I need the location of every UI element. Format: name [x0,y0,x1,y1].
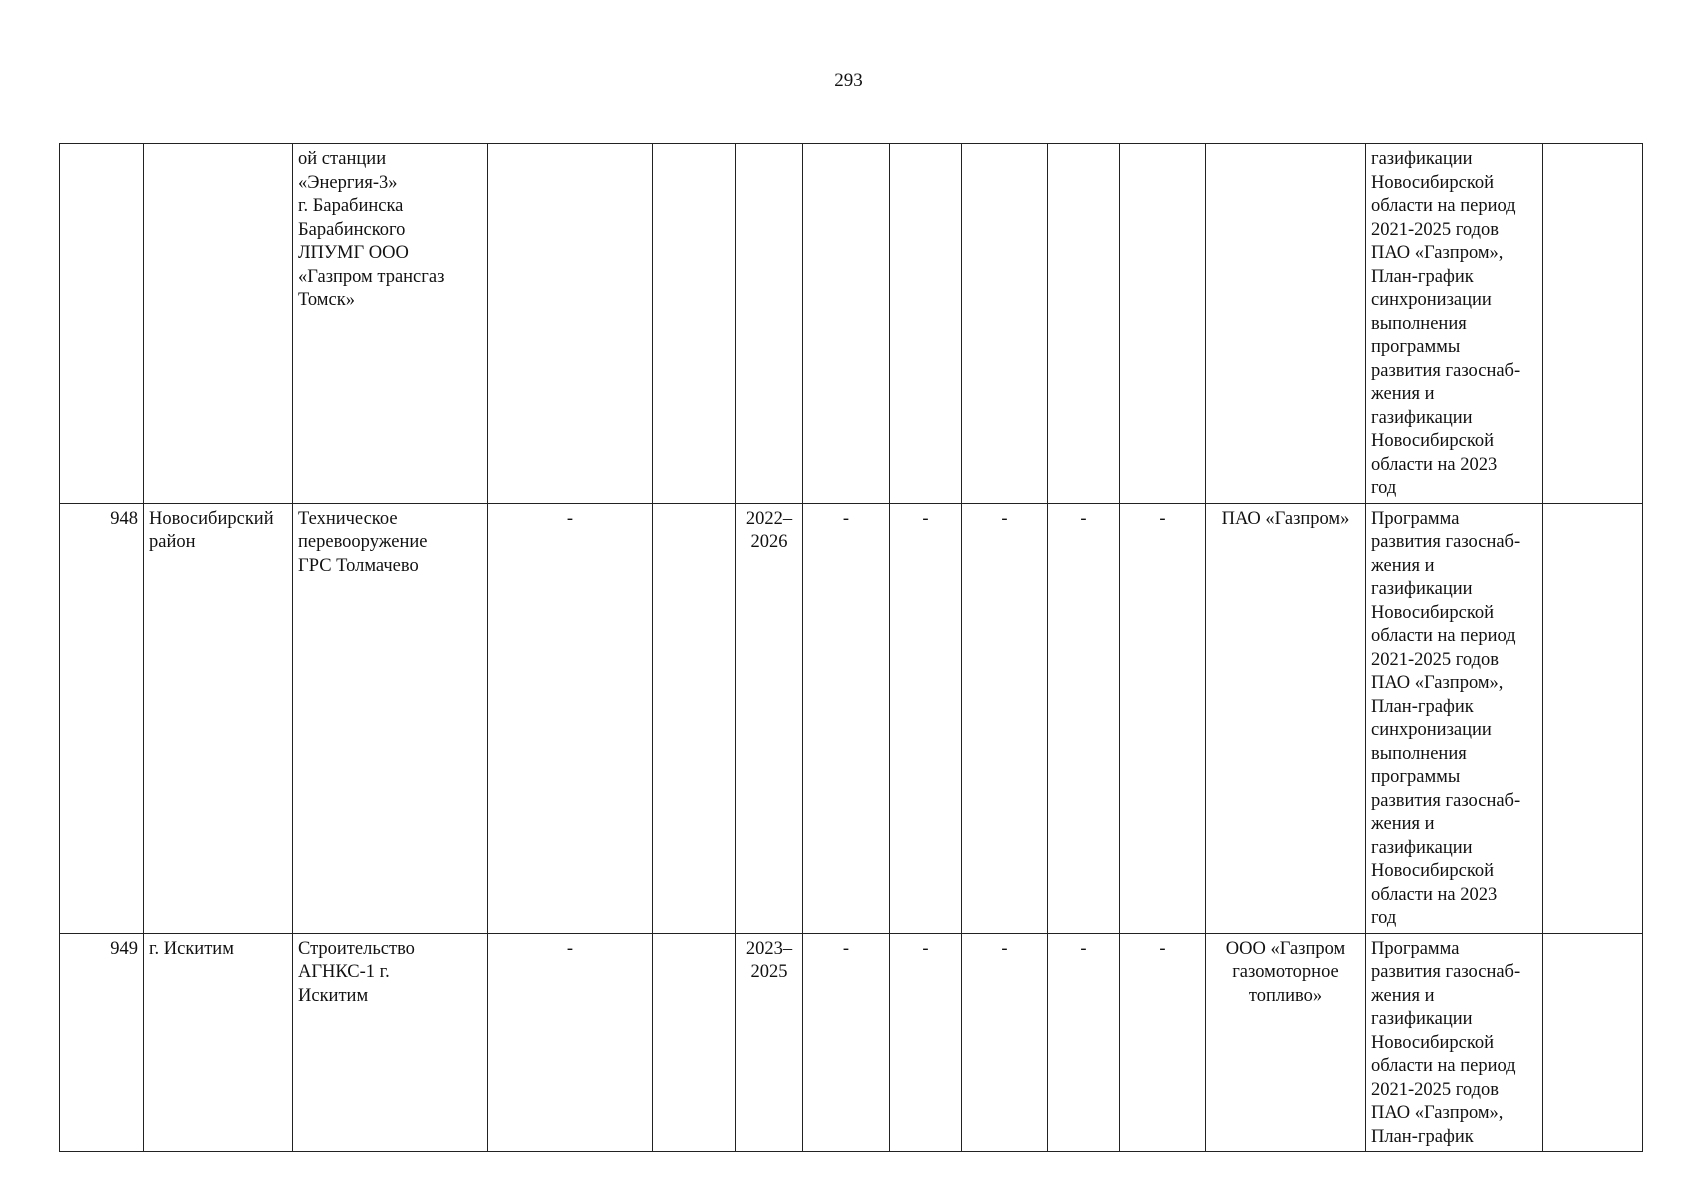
col14-cell [1543,144,1643,504]
period-cell: 2022– 2026 [736,503,803,933]
col4-cell: - [488,933,653,1152]
district-cell [144,144,293,504]
owner-cell: ООО «Газпром газомоторное топливо» [1206,933,1366,1152]
col11-cell: - [1120,503,1206,933]
col11-cell: - [1120,933,1206,1152]
basis-cell: Программа развития газоснаб- жения и газификации Новосибирской области на период 2021-2025 годов ПАО «Газпром», План-график [1366,933,1543,1152]
gasification-table [59,143,1643,1152]
basis-cell: Программа развития газоснаб- жения и газификации Новосибирской области на период 2021-2025 годов ПАО «Газпром», План-график синхронизации выполнения программы развития газоснаб- жения и газификации Новосибирской области на 2023 год [1366,503,1543,933]
col4-cell [488,144,653,504]
col9-cell [962,144,1048,504]
col14-cell [1543,503,1643,933]
page-number: 293 [834,70,863,91]
col9-cell: - [962,933,1048,1152]
district-cell: Новосибирский район [144,503,293,933]
table-row [60,503,1643,933]
col4-cell: - [488,503,653,933]
col5-cell [653,503,736,933]
col11-cell [1120,144,1206,504]
owner-cell: ПАО «Газпром» [1206,503,1366,933]
col5-cell [653,933,736,1152]
col14-cell [1543,933,1643,1152]
table-row [60,144,1643,504]
col10-cell: - [1048,503,1120,933]
col8-cell: - [890,933,962,1152]
col7-cell [803,144,890,504]
col8-cell: - [890,503,962,933]
object-cell: Техническое перевооружение ГРС Толмачево [293,503,488,933]
row-number-cell [60,144,144,504]
col10-cell: - [1048,933,1120,1152]
object-cell: Строительство АГНКС-1 г. Искитим [293,933,488,1152]
period-cell: 2023– 2025 [736,933,803,1152]
col10-cell [1048,144,1120,504]
table-row [60,933,1643,1152]
col9-cell: - [962,503,1048,933]
col7-cell: - [803,933,890,1152]
row-number-cell: 949 [60,933,144,1152]
col7-cell: - [803,503,890,933]
col5-cell [653,144,736,504]
owner-cell [1206,144,1366,504]
col8-cell [890,144,962,504]
object-cell: ой станции «Энергия-3» г. Барабинска Барабинского ЛПУМГ ООО «Газпром трансгаз Томск» [293,144,488,504]
row-number-cell: 948 [60,503,144,933]
district-cell: г. Искитим [144,933,293,1152]
period-cell [736,144,803,504]
basis-cell: газификации Новосибирской области на период 2021-2025 годов ПАО «Газпром», План-график синхронизации выполнения программы развития газоснаб- жения и газификации Новосибирской области на 2023 год [1366,144,1543,504]
